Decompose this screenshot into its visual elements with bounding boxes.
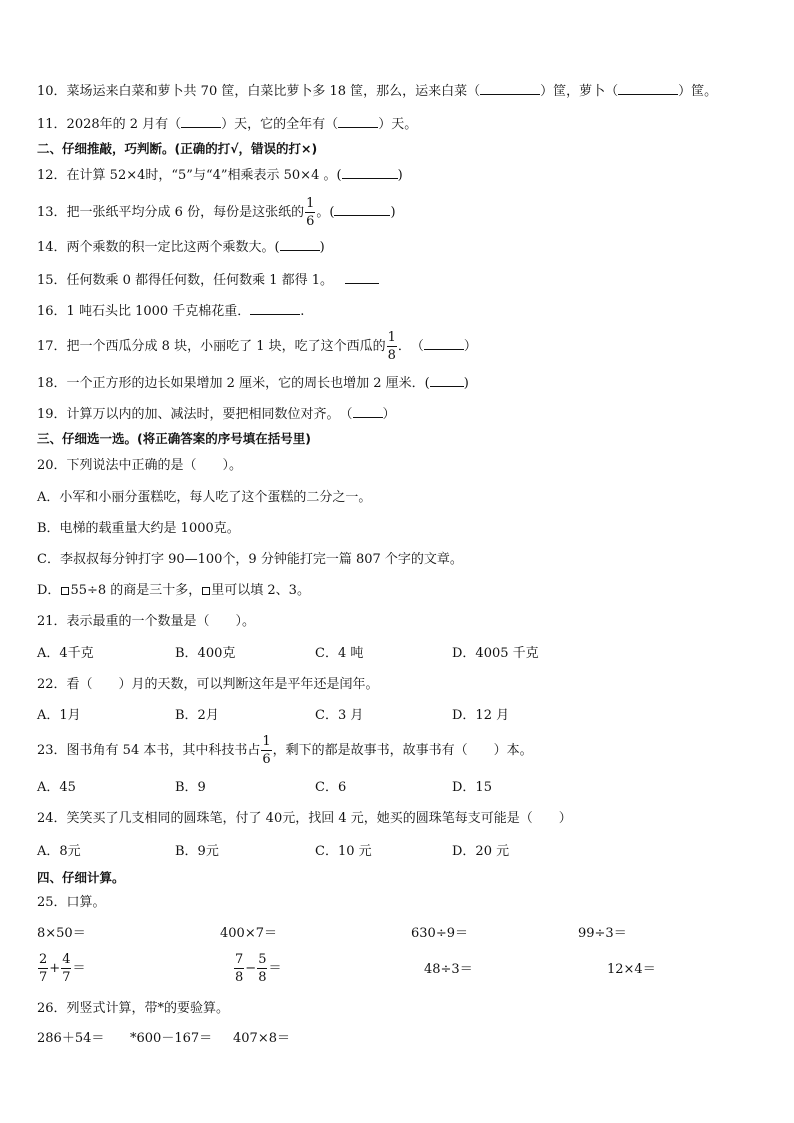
answer-blank[interactable] — [345, 271, 379, 284]
question-25-stem: 25．口算。 — [37, 895, 106, 910]
option-c[interactable]: C．10 元 — [315, 844, 372, 859]
question-10: 10．菜场运来白菜和萝卜共 70 筐，白菜比萝卜多 18 筐，那么，运来白菜（ ）筐，萝卜（ ）筐。 — [37, 84, 718, 99]
fraction: $\frac{7}{8}$ — [235, 952, 244, 985]
option-c[interactable]: C．3 月 — [315, 708, 364, 723]
question-23-stem: 23．图书角有 54 本书，其中科技书占 $\frac{1}{6}$ ，剩下的都是故事书，故事书有（ ）本。 — [37, 734, 533, 767]
question-12: 12．在计算 52×4时，“5”与“4”相乘表示 50×4 。( ) — [37, 168, 403, 183]
section-2-heading: 二、仔细推敲，巧判断。(正确的打√，错误的打×) — [37, 141, 318, 156]
oral-calc-item: 8×50＝ — [37, 926, 86, 941]
question-11: 11．2028年的 2 月有（ ）天，它的全年有（ ）天。 — [37, 117, 418, 132]
fraction: $\frac{1}{8}$ — [387, 330, 396, 363]
answer-blank[interactable] — [480, 82, 540, 95]
fraction: $\frac{1}{6}$ — [306, 196, 315, 229]
answer-blank[interactable] — [334, 203, 390, 216]
fraction-difference-item: $\frac{7}{8}$ − $\frac{5}{8}$ ＝ — [235, 952, 282, 985]
question-24-stem: 24．笑笑买了几支相同的圆珠笔，付了 40元，找回 4 元，她买的圆珠笔每支可能是（ ） — [37, 811, 572, 826]
answer-blank[interactable] — [353, 405, 383, 418]
fraction-sum-item: $\frac{2}{7}$ + $\frac{4}{7}$ ＝ — [39, 952, 86, 985]
vertical-calc-item: 286＋54＝ — [37, 1031, 105, 1046]
option-b[interactable]: B．9元 — [175, 844, 219, 859]
option-c[interactable]: C．李叔叔每分钟打字 90—100个，9 分钟能打完一篇 807 个字的文章。 — [37, 552, 463, 567]
question-13: 13．把一张纸平均分成 6 份，每份是这张纸的 $\frac{1}{6}$ 。( ) — [37, 196, 396, 229]
square-placeholder-icon — [202, 587, 210, 595]
option-d[interactable]: D．20 元 — [452, 844, 510, 859]
option-a[interactable]: A．8元 — [37, 844, 81, 859]
question-14: 14．两个乘数的积一定比这两个乘数大。( ) — [37, 240, 325, 255]
square-placeholder-icon — [61, 587, 69, 595]
option-d[interactable]: D．12 月 — [452, 708, 510, 723]
option-a[interactable]: A．小军和小丽分蛋糕吃，每人吃了这个蛋糕的二分之一。 — [37, 490, 372, 505]
question-18: 18．一个正方形的边长如果增加 2 厘米，它的周长也增加 2 厘米．( ) — [37, 376, 469, 391]
option-d[interactable]: D． 55÷8 的商是三十多， 里可以填 2、3。 — [37, 583, 310, 598]
answer-blank[interactable] — [424, 337, 464, 350]
question-17: 17．把一个西瓜分成 8 块，小丽吃了 1 块，吃了这个西瓜的 $\frac{1}{8}$ ． （ ） — [37, 330, 477, 363]
section-4-heading: 四、仔细计算。 — [37, 870, 125, 885]
option-b[interactable]: B．电梯的载重量大约是 1000克。 — [37, 521, 240, 536]
answer-blank[interactable] — [342, 166, 398, 179]
answer-blank[interactable] — [280, 238, 320, 251]
oral-calc-item: 400×7＝ — [220, 926, 277, 941]
option-a[interactable]: A．45 — [37, 780, 76, 795]
question-20-stem: 20．下列说法中正确的是（ ）。 — [37, 458, 243, 473]
answer-blank[interactable] — [250, 302, 300, 315]
option-c[interactable]: C．6 — [315, 780, 347, 795]
answer-blank[interactable] — [430, 374, 464, 387]
question-16: 16．1 吨石头比 1000 千克棉花重． . — [37, 304, 305, 319]
answer-blank[interactable] — [618, 82, 678, 95]
vertical-calc-item: *600－167＝ — [130, 1031, 213, 1046]
fraction: $\frac{2}{7}$ — [39, 952, 48, 985]
oral-calc-item: 99÷3＝ — [578, 926, 627, 941]
option-a[interactable]: A．4千克 — [37, 646, 94, 661]
question-15: 15．任何数乘 0 都得任何数，任何数乘 1 都得 1。 — [37, 271, 379, 290]
fraction: $\frac{4}{7}$ — [62, 952, 71, 985]
option-d[interactable]: D．15 — [452, 780, 492, 795]
answer-blank[interactable] — [338, 115, 378, 128]
question-26-stem: 26．列竖式计算，带*的要验算。 — [37, 1001, 230, 1016]
section-3-heading: 三、仔细选一选。(将正确答案的序号填在括号里) — [37, 431, 311, 446]
question-19: 19．计算万以内的加、减法时，要把相同数位对齐。 （ ） — [37, 407, 396, 422]
answer-blank[interactable] — [181, 115, 221, 128]
option-d[interactable]: D．4005 千克 — [452, 646, 539, 661]
option-b[interactable]: B．400克 — [175, 646, 236, 661]
oral-calc-item: 48÷3＝ — [424, 962, 473, 977]
fraction: $\frac{5}{8}$ — [258, 952, 267, 985]
question-22-stem: 22．看（ ）月的天数，可以判断这年是平年还是闰年。 — [37, 677, 379, 692]
oral-calc-item: 12×4＝ — [607, 962, 656, 977]
question-21-stem: 21．表示最重的一个数量是（ ）。 — [37, 614, 256, 629]
option-b[interactable]: B．2月 — [175, 708, 219, 723]
vertical-calc-item: 407×8＝ — [233, 1031, 290, 1046]
oral-calc-item: 630÷9＝ — [411, 926, 468, 941]
option-b[interactable]: B．9 — [175, 780, 206, 795]
option-c[interactable]: C．4 吨 — [315, 646, 364, 661]
option-a[interactable]: A．1月 — [37, 708, 81, 723]
fraction: $\frac{1}{6}$ — [262, 734, 271, 767]
